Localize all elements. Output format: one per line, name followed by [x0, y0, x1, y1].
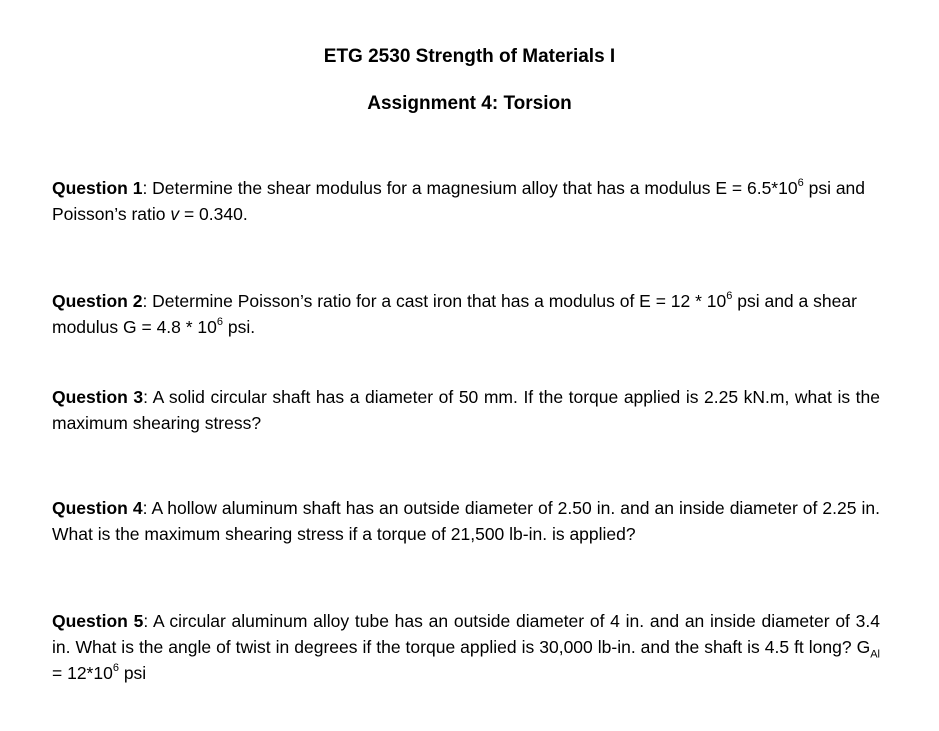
question-2-text-c: psi.: [223, 317, 256, 337]
question-5: [52, 608, 880, 686]
question-1: [52, 175, 880, 227]
question-2-label: Question 2: [52, 291, 143, 311]
document-title: ETG 2530 Strength of Materials I: [323, 46, 616, 67]
question-4: [52, 495, 880, 547]
question-5-text-c: psi: [118, 663, 147, 683]
document-subtitle: Assignment 4: Torsion: [367, 93, 572, 114]
question-2-text-a: : Determine Poisson’s ratio for a cast iron that has a modulus of E = 12 * 10: [142, 291, 727, 311]
question-3-label: Question 3: [52, 387, 144, 407]
question-5-label: Question 5: [52, 611, 144, 631]
question-2: [52, 288, 880, 340]
question-2-text-b: psi and a shear modulus G = 4.8 * 10: [52, 291, 857, 337]
poisson-symbol: v: [170, 204, 180, 224]
question-4-text: : A hollow aluminum shaft has an outside diameter of 2.50 in. and an inside diameter of 2.25 in. What is the maximum shearing stress if a torque of 21,500 lb-in. is applied?: [52, 498, 880, 544]
question-5-text-b: = 12*10: [52, 663, 113, 683]
question-5-exponent: 6: [112, 662, 119, 675]
question-3: [52, 384, 880, 436]
question-1-label: Question 1: [52, 178, 143, 198]
question-5-subscript: Al: [870, 648, 880, 661]
question-5-text-a: : A circular aluminum alloy tube has an outside diameter of 4 in. and an inside diameter of 3.4 in. What is the angle of twist in degrees if the torque applied is 30,000 lb-in. and the shaft is 4.5 ft long? G: [52, 611, 880, 657]
question-1-text-a: : Determine the shear modulus for a magnesium alloy that has a modulus E = 6.5*10: [142, 178, 798, 198]
question-1-text-c: = 0.340.: [179, 204, 248, 224]
question-1-text-b: psi and Poisson’s ratio: [52, 178, 866, 224]
question-1-exponent: 6: [797, 177, 804, 190]
question-3-text: : A solid circular shaft has a diameter of 50 mm. If the torque applied is 2.25 kN.m, what is the maximum shearing stress?: [52, 387, 880, 433]
question-2-exponent-b: 6: [216, 316, 224, 329]
question-2-exponent-a: 6: [726, 290, 733, 303]
question-4-label: Question 4: [52, 498, 143, 518]
